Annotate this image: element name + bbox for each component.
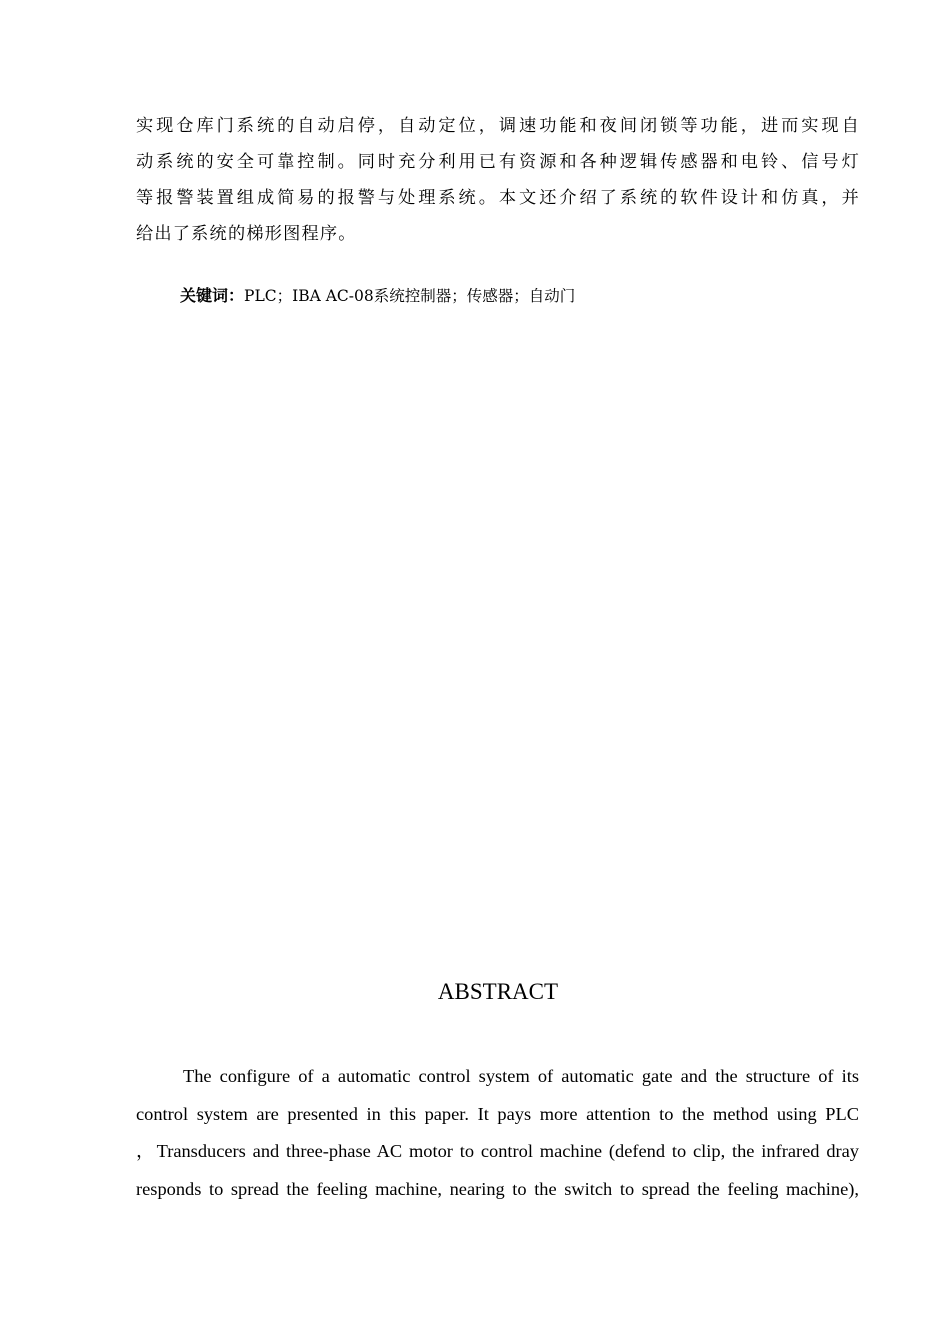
english-abstract-line-1: The configure of a automatic control system of automatic gate and the structure of its (183, 1066, 859, 1086)
english-abstract-line-4: responds to spread the feeling machine, nearing to the switch to spread the feeling machine), (136, 1178, 859, 1199)
chinese-abstract-line-2: 动系统的安全可靠控制。同时充分利用已有资源和各种逻辑传感器和电铃、信号灯 (136, 152, 860, 172)
keywords-line (180, 282, 575, 310)
chinese-abstract-paragraph (136, 108, 860, 252)
chinese-abstract-line-1: 实现仓库门系统的自动启停，自动定位，调速功能和夜间闭锁等功能，进而实现自 (136, 116, 860, 136)
english-abstract-paragraph (136, 1058, 859, 1208)
english-abstract-line-3: ，Transducers and three-phase AC motor to control machine (defend to clip, the infrared dray (136, 1141, 859, 1161)
abstract-heading: ABSTRACT (437, 979, 559, 1004)
english-abstract-line-2: control system are presented in this paper. It pays more attention to the method using PLC (136, 1103, 859, 1124)
keywords-label: 关键词： (180, 286, 245, 305)
keywords-value: PLC；IBA AC-08系统控制器；传感器；自动门 (244, 287, 576, 305)
chinese-abstract-line-3: 等报警装置组成简易的报警与处理系统。本文还介绍了系统的软件设计和仿真，并 (136, 188, 860, 208)
chinese-abstract-line-4: 给出了系统的梯形图程序。 (136, 224, 357, 244)
